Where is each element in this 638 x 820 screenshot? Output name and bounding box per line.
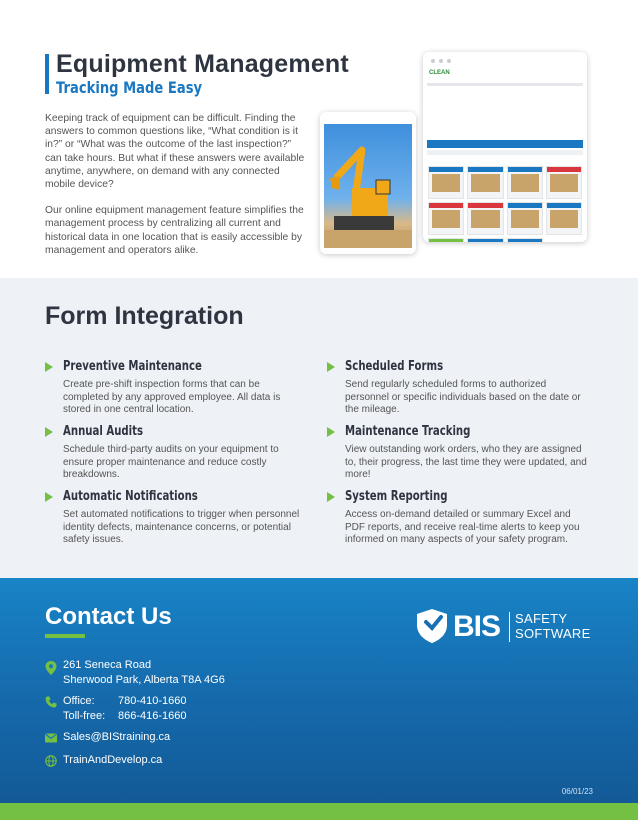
feature-description: Access on-demand detailed or summary Excel and PDF reports, and receive real-time alerts to keep you informed on many aspects of your safety program.: [345, 509, 580, 546]
footer-accent-strip: [0, 803, 638, 820]
logo-divider: [509, 612, 510, 642]
contact-title: Contact Us: [45, 603, 172, 630]
logo-tagline: [515, 611, 591, 641]
arrow-icon: [45, 427, 53, 437]
logo-name: BIS: [453, 610, 501, 643]
feature-title: Annual Audits: [63, 424, 144, 439]
feature-title: Maintenance Tracking: [345, 424, 471, 439]
equipment-card: [428, 202, 464, 235]
equipment-card: [507, 166, 543, 199]
feature-description: Create pre-shift inspection forms that can be completed by any approved employee. All data is stored in one central location.: [63, 379, 281, 416]
equipment-section: [0, 0, 638, 278]
globe-icon: [45, 755, 57, 767]
address: [63, 658, 225, 688]
logo-tagline-line: SOFTWARE: [515, 626, 591, 641]
window-dots: [431, 59, 451, 63]
screenshot-header-bar: [427, 140, 583, 148]
equipment-card: [467, 202, 503, 235]
feature-title: Preventive Maintenance: [63, 359, 202, 374]
arrow-icon: [327, 362, 335, 372]
email-link[interactable]: Sales@BIStraining.ca: [63, 731, 171, 743]
bis-safety-software-logo: [415, 608, 595, 648]
equipment-card: [507, 202, 543, 235]
phone-icon: [45, 696, 57, 708]
feature-title: Automatic Notifications: [63, 489, 198, 504]
arrow-icon: [45, 492, 53, 502]
form-integration-section: [0, 278, 638, 578]
phone-numbers: [63, 694, 187, 724]
title-accent-bar: [45, 54, 49, 94]
screenshot-nav: [427, 83, 583, 86]
equipment-card: [467, 238, 503, 242]
intro-paragraph: Keeping track of equipment can be difficult. Finding the answers to common questions like, “What condition is it in?” or “What was the outcome of the last inspection?” can take hours. But what if these answers were available anytime, anywhere, on demand with any connected mobile device?: [45, 113, 305, 191]
equipment-card: [428, 166, 464, 199]
software-screenshot: [423, 52, 587, 242]
section-title: Form Integration: [45, 302, 244, 330]
office-label: Office:: [63, 695, 95, 707]
screenshot-logo: CLEAN: [429, 70, 450, 76]
arrow-icon: [327, 427, 335, 437]
feature-description: View outstanding work orders, who they are assigned to, their progress, the last time they were updated, and more!: [345, 444, 587, 481]
intro-text: [45, 112, 307, 257]
address-line: 261 Seneca Road: [63, 659, 152, 671]
logo-tagline-line: SAFETY: [515, 611, 568, 626]
tollfree-label: Toll-free:: [63, 710, 106, 722]
feature-title: Scheduled Forms: [345, 359, 444, 374]
shield-icon: [415, 608, 449, 644]
excavator-photo: [324, 124, 412, 248]
title-underline: [45, 634, 85, 638]
intro-paragraph: Our online equipment management feature simplifies the management process by centralizing all current and historical data in one location that is easily accessible by management and operators alike.: [45, 205, 304, 256]
arrow-icon: [45, 362, 53, 372]
excavator-photo-frame: [320, 112, 416, 254]
address-line: Sherwood Park, Alberta T8A 4G6: [63, 674, 225, 686]
page-title: Equipment Management: [56, 50, 349, 78]
contact-section: [0, 578, 638, 803]
page-subtitle: Tracking Made Easy: [56, 78, 203, 97]
equipment-card-grid: [428, 166, 582, 242]
equipment-card: [428, 238, 464, 242]
office-phone-row: [63, 694, 187, 709]
feature-description: Send regularly scheduled forms to authorized personnel or specific individuals based on the date or the mileage.: [345, 379, 581, 416]
equipment-card: [507, 238, 543, 242]
envelope-icon: [45, 733, 57, 745]
equipment-card: [467, 166, 503, 199]
office-phone-link[interactable]: 780-410-1660: [118, 695, 187, 707]
feature-description: Set automated notifications to trigger when personnel identity defects, maintenance concerns, or potential safety issues.: [63, 509, 300, 546]
feature-title: System Reporting: [345, 489, 448, 504]
website-link[interactable]: TrainAndDevelop.ca: [63, 754, 163, 766]
tollfree-phone-row: [63, 709, 187, 724]
equipment-card: [546, 166, 582, 199]
excavator-image: [324, 124, 412, 248]
feature-description: Schedule third-party audits on your equipment to ensure proper maintenance and reduce costly breakdowns.: [63, 444, 279, 481]
location-pin-icon: [45, 661, 57, 673]
tollfree-phone-link[interactable]: 866-416-1660: [118, 710, 187, 722]
arrow-icon: [327, 492, 335, 502]
equipment-card: [546, 202, 582, 235]
screenshot-tabs: [427, 150, 583, 155]
document-date: 06/01/23: [561, 787, 593, 796]
